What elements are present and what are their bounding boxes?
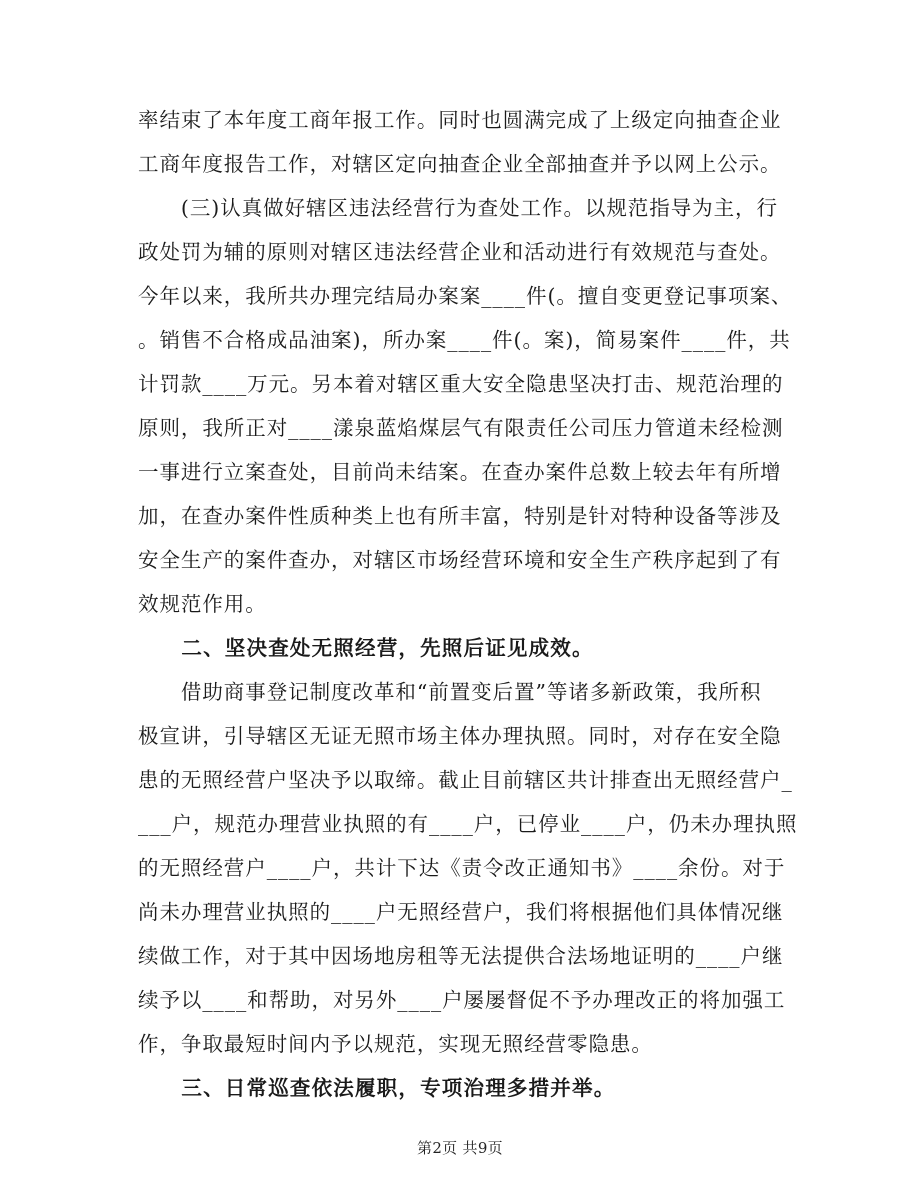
paragraph-line: 患的无照经营户坚决予以取缔。截止目前辖区共计排查出无照经营户_ [138,768,793,792]
section-heading: 三、日常巡查依法履职，专项治理多措并举。 [138,1076,616,1100]
paragraph-line: 今年以来，我所共办理完结局办案案____件(。擅自变更登记事项案、 [138,284,793,308]
paragraph-line: 加，在查办案件性质种类上也有所丰富，特别是针对特种设备等涉及 [138,504,782,528]
paragraph-line: 率结束了本年度工商年报工作。同时也圆满完成了上级定向抽查企业 [138,108,782,132]
paragraph-line: 一事进行立案查处，目前尚未结案。在查办案件总数上较去年有所增 [138,460,782,484]
paragraph-line: 原则，我所正对____漾泉蓝焰煤层气有限责任公司压力管道未经检测 [138,416,784,440]
paragraph-line: 政处罚为辅的原则对辖区违法经营企业和活动进行有效规范与查处。 [138,240,782,264]
paragraph-line: 作，争取最短时间内予以规范，实现无照经营零隐患。 [138,1032,653,1056]
section-heading: 二、坚决查处无照经营，先照后证见成效。 [138,636,594,660]
paragraph-line: 效规范作用。 [138,592,267,616]
page-number-footer: 第2页 共9页 [417,1139,503,1157]
paragraph-line: 计罚款____万元。另本着对辖区重大安全隐患坚决打击、规范治理的 [138,372,784,396]
paragraph-line: 续做工作，对于其中因场地房租等无法提供合法场地证明的____户继 [138,944,784,968]
paragraph-line: ___户，规范办理营业执照的有____户，已停业____户，仍未办理执照 [138,812,798,836]
paragraph-line: (三)认真做好辖区违法经营行为查处工作。以规范指导为主，行 [138,196,778,220]
paragraph-line: 。销售不合格成品油案)，所办案____件(。案)，简易案件____件，共 [138,328,791,352]
paragraph-line: 极宣讲，引导辖区无证无照市场主体办理执照。同时，对存在安全隐 [138,724,782,748]
paragraph-line: 安全生产的案件查办，对辖区市场经营环境和安全生产秩序起到了有 [138,548,782,572]
paragraph-line: 续予以____和帮助，对另外____户屡屡督促不予办理改正的将加强工 [138,988,786,1012]
paragraph-line: 尚未办理营业执照的____户无照经营户，我们将根据他们具体情况继 [138,900,784,924]
paragraph-line: 借助商事登记制度改革和“前置变后置”等诸多新政策，我所积 [138,680,762,704]
paragraph-line: 工商年度报告工作，对辖区定向抽查企业全部抽查并予以网上公示。 [138,152,782,176]
paragraph-line: 的无照经营户____户，共计下达《责令改正通知书》____余份。对于 [138,856,786,880]
